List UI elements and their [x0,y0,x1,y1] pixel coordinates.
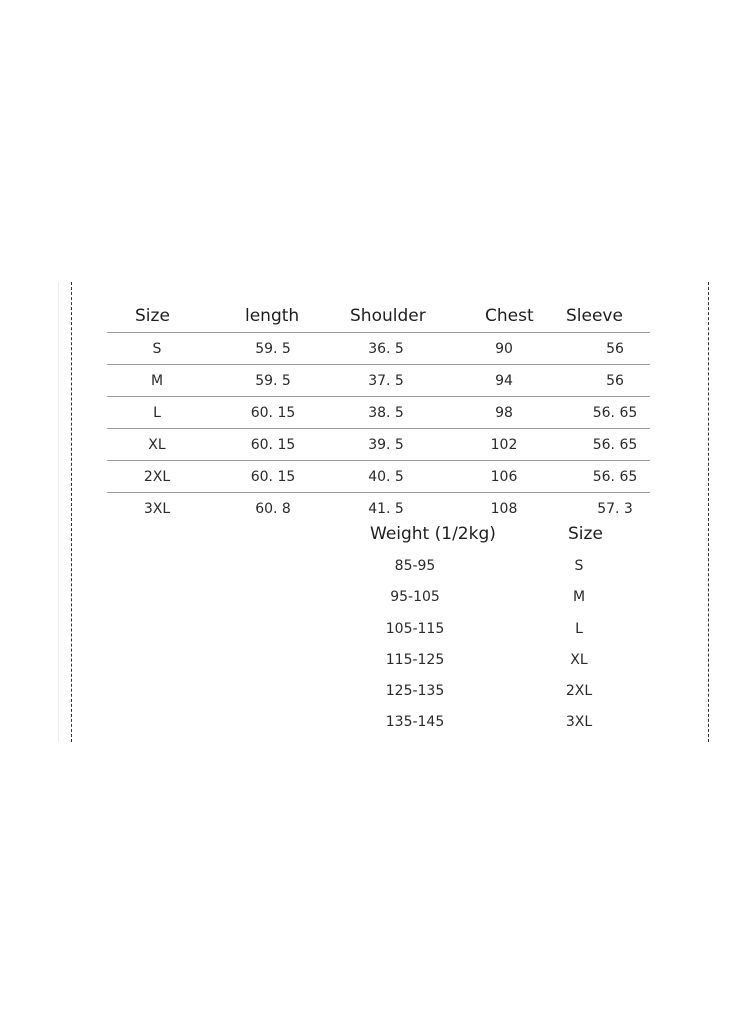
cell-shoulder: 40. 5 [368,469,404,485]
cell-size: 2XL [143,469,171,485]
size-chart-header [107,300,650,333]
cell-chest: 98 [495,405,513,421]
faint-guide-line [58,282,59,742]
cell-weight-size: 2XL [565,683,593,700]
cell-size: L [153,405,161,421]
cell-shoulder: 36. 5 [368,341,404,357]
cell-shoulder: 38. 5 [368,405,404,421]
cell-weight-size: S [574,558,584,574]
cell-chest: 90 [495,341,513,357]
cell-chest: 106 [490,469,518,485]
right-dashed-border [708,282,709,742]
header-weight-size: Size [568,524,603,544]
cell-weight-size: L [575,620,583,637]
left-dashed-border [71,282,72,742]
cell-sleeve: 56 [606,373,624,389]
table-row [107,365,650,397]
table-row [107,333,650,365]
cell-length: 60. 15 [250,405,296,421]
cell-size: S [152,341,162,357]
cell-length: 59. 5 [255,373,291,389]
cell-sleeve: 56. 65 [592,437,638,453]
cell-size: XL [148,437,166,453]
size-chart-table [107,300,650,524]
weight-chart-table [340,518,640,738]
list-item [340,613,640,644]
header-shoulder: Shoulder [350,306,426,326]
header-size: Size [135,306,170,326]
cell-weight: 135-145 [385,714,445,731]
cell-length: 60. 15 [250,437,296,453]
cell-size: M [150,373,164,389]
cell-weight: 85-95 [394,558,436,574]
cell-sleeve: 57. 3 [597,501,633,517]
cell-sleeve: 56. 65 [592,405,638,421]
list-item [340,644,640,675]
cell-length: 60. 8 [255,501,291,517]
cell-length: 59. 5 [255,341,291,357]
cell-weight-size: M [572,589,586,606]
cell-weight-size: XL [570,651,588,668]
cell-chest: 94 [495,373,513,389]
cell-sleeve: 56. 65 [592,469,638,485]
list-item [340,550,640,581]
weight-chart-header [340,518,640,550]
list-item [340,581,640,612]
list-item [340,675,640,706]
header-weight: Weight (1/2kg) [370,524,496,544]
cell-length: 60. 15 [250,469,296,485]
cell-weight: 105-115 [385,620,445,637]
header-sleeve: Sleeve [566,306,623,326]
cell-shoulder: 39. 5 [368,437,404,453]
list-item [340,706,640,737]
cell-weight: 115-125 [385,651,445,668]
cell-shoulder: 37. 5 [368,373,404,389]
header-length: length [245,306,300,326]
cell-weight: 125-135 [385,683,445,700]
cell-chest: 108 [490,501,518,517]
cell-chest: 102 [490,437,518,453]
header-chest: Chest [485,306,534,326]
table-row [107,397,650,429]
table-row [107,429,650,461]
cell-weight-size: 3XL [565,714,593,731]
cell-sleeve: 56 [606,341,624,357]
cell-weight: 95-105 [390,589,440,606]
cell-size: 3XL [143,501,171,517]
cell-shoulder: 41. 5 [368,501,404,517]
table-row [107,461,650,493]
